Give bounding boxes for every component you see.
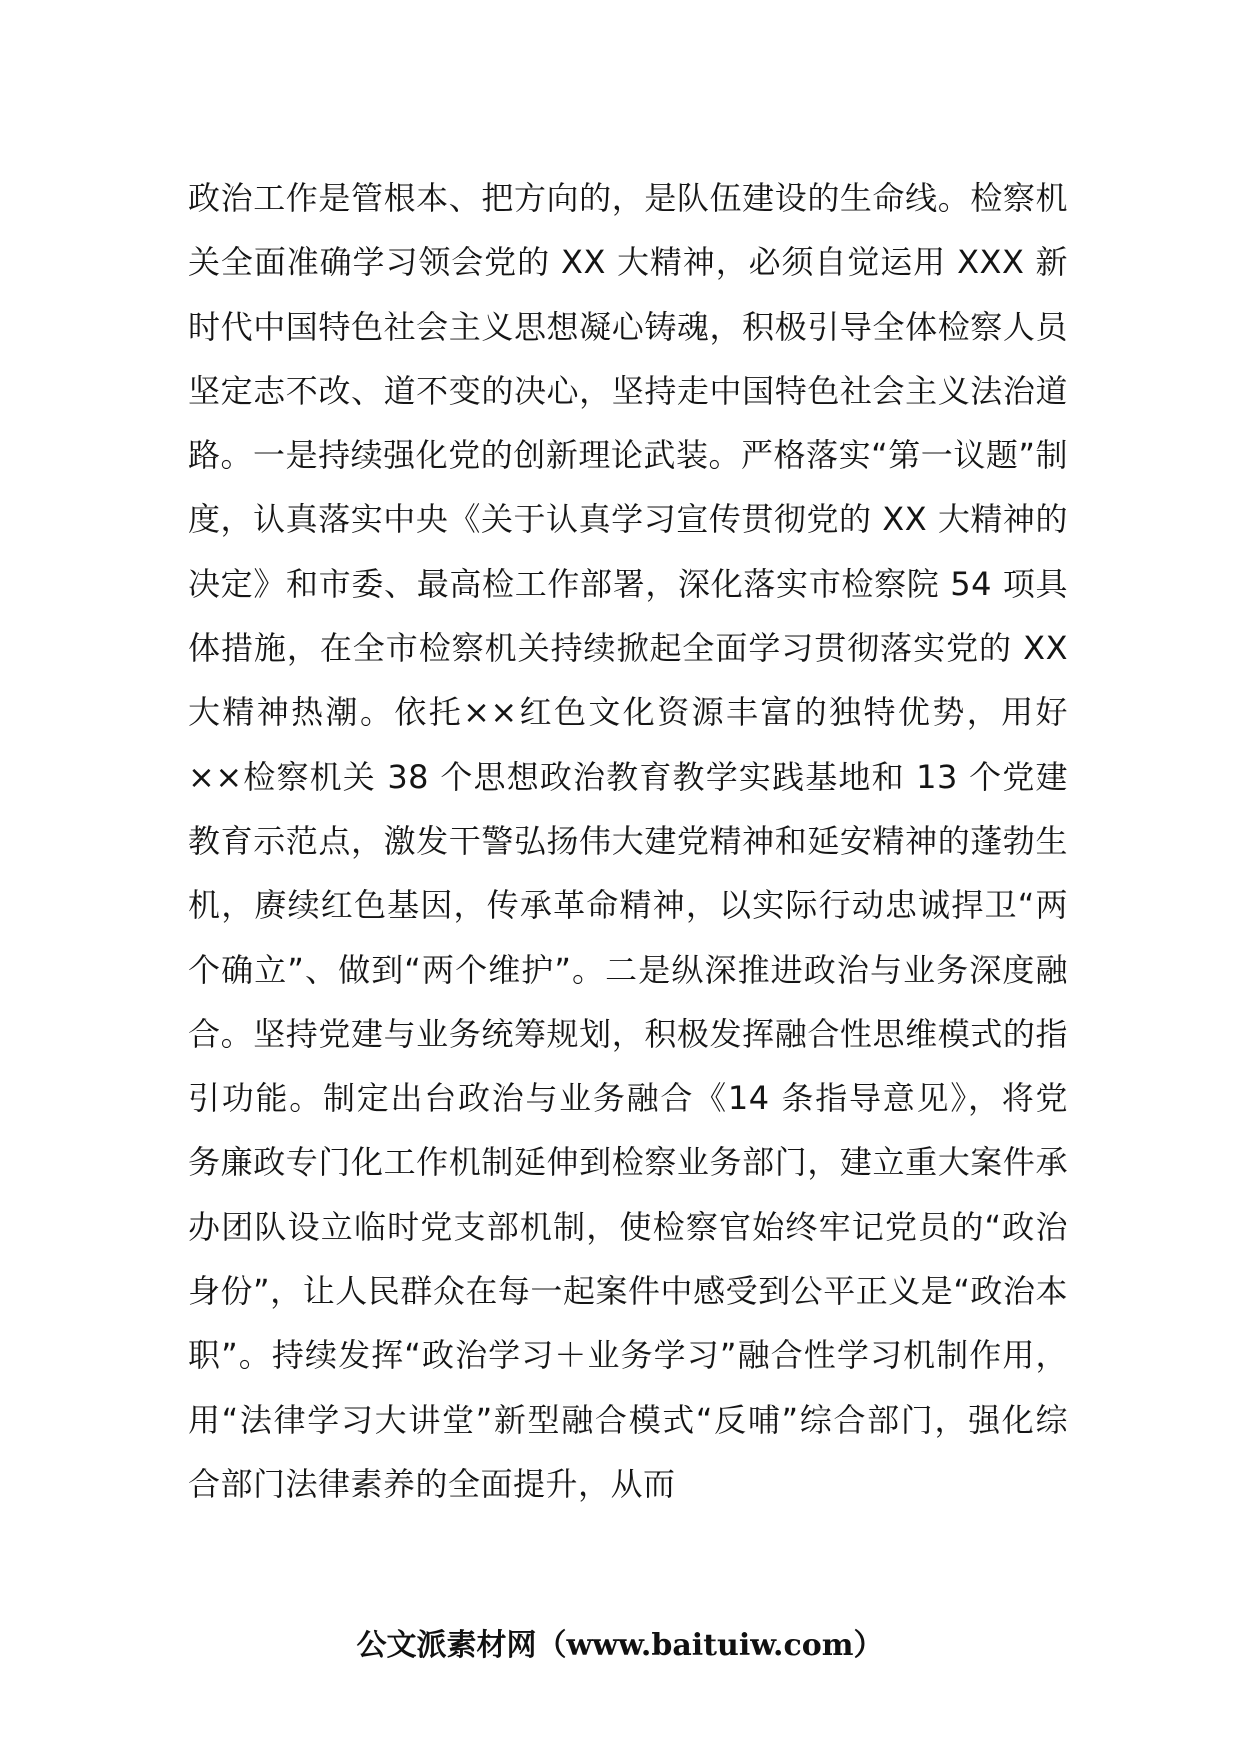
footer-watermark-text: 公文派素材网（www.baituiw.com） (356, 1628, 884, 1663)
body-paragraph: 政治工作是管根本、把方向的，是队伍建设的生命线。检察机关全面准确学习领会党的 XX 大精神，必须自觉运用 XXX 新时代中国特色社会主义思想凝心铸魂，积极引导全体检察人员坚定志不改、道不变的决心，坚持走中国特色社会主义法治道路。一是持续强化党的创新理论武装。严格落实“第一议题”制度，认真落实中央《关于认真学习宣传贯彻党的 XX 大精神的决定》和市委、最高检工作部署，深化落实市检察院 54 项具体措施，在全市检察机关持续掀起全面学习贯彻落实党的 XX 大精神热潮。依托××红色文化资源丰富的独特优势，用好××检察机关 38 个思想政治教育教学实践基地和 13 个党建教育示范点，激发干警弘扬伟大建党精神和延安精神的蓬勃生机，赓续红色基因，传承革命精神，以实际行动忠诚捍卫“两个确立”、做到“两个维护”。二是纵深推进政治与业务深度融合。坚持党建与业务统筹规划，积极发挥融合性思维模式的指引功能。制定出台政治与业务融合《14 条指导意见》，将党务廉政专门化工作机制延伸到检察业务部门，建立重大案件承办团队设立临时党支部机制，使检察官始终牢记党员的“政治身份”，让人民群众在每一起案件中感受到公平正义是“政治本职”。持续发挥“政治学习＋业务学习”融合性学习机制作用，用“法律学习大讲堂”新型融合模式“反哺”综合部门，强化综合部门法律素养的全面提升，从而 (188, 179, 1068, 1503)
